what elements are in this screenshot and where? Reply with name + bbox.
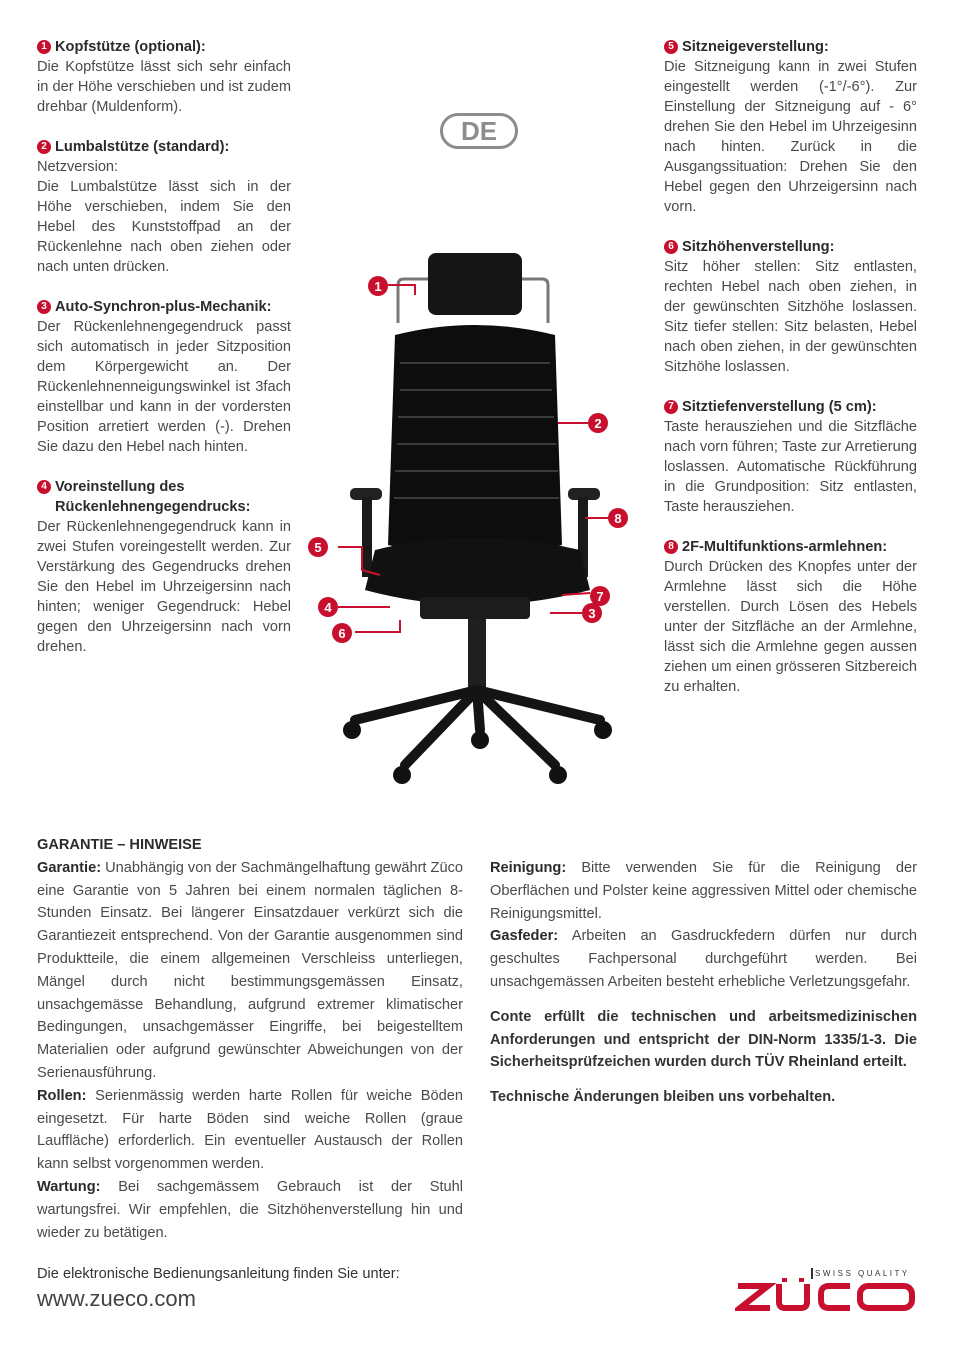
left-instructions xyxy=(37,37,291,677)
changes-statement: Technische Änderungen bleiben uns vorbehalten. xyxy=(490,1089,836,1106)
section-armrests xyxy=(664,537,917,697)
callout-2-lumbar: 2 xyxy=(588,413,608,433)
section-seat-height xyxy=(664,237,917,377)
section-text: Netzversion: xyxy=(37,159,119,175)
casters-text: Serienmässig werden harte Rollen für weiche Böden eingesetzt. Für harte Böden sind weiche Rollen (graue Lauffläche) erforderlich. Ein eventueller Austausch der Rollen kann selbst vorgenommen werden. xyxy=(37,1087,463,1173)
section-number: 6 xyxy=(664,240,678,254)
section-number: 1 xyxy=(37,40,51,54)
office-chair-illustration xyxy=(300,235,655,810)
callout-8-armrest: 8 xyxy=(608,508,628,528)
callout-4-backrest-pressure: 4 xyxy=(318,597,338,617)
section-text: Die Sitzneigung kann in zwei Stufen eingestellt werden (-1°/-6°). Zur Einstellung der Sitzneigung auf - 6° drehen Sie den Hebel im Uhrzeigesinn nach hinten. Zurück in die Ausgangssituation: Drehen Sie den Hebel gegen den Uhrzeigersinn nach vorn. xyxy=(664,59,917,215)
section-title: Voreinstellung des Rückenlehnengegendrucks: xyxy=(55,479,251,515)
section-title: Lumbalstütze (standard): xyxy=(55,139,230,155)
callout-6-seat-height: 6 xyxy=(332,623,352,643)
section-text: Sitz höher stellen: Sitz entlasten, rechten Hebel nach oben ziehen, in der gewünschten Sitzhöhe loslassen. Sitz tiefer stellen: Sitz belasten, Hebel nach oben ziehen, in der gewünschten Sitzhöhe loslassen. xyxy=(664,259,917,375)
callout-3-mechanism: 3 xyxy=(582,603,602,623)
cleaning-label: Reinigung: xyxy=(490,860,567,876)
callout-1-headrest: 1 xyxy=(368,276,388,296)
callout-5-seat-tilt: 5 xyxy=(308,537,328,557)
section-title: Sitztiefenverstellung (5 cm): xyxy=(682,399,877,415)
cleaning-text: Bitte verwenden Sie für die Reinigung der Oberflächen und Polster keine aggressiven Mittel oder chemische Reinigungsmittel. xyxy=(490,860,917,922)
section-text: Durch Drücken des Knopfes unter der Armlehne lässt sich die Höhe verstellen. Durch Lösen des Hebels unter der Sitzfläche an der Armlehne, lässt sich die Armlehne gegen aussen ziehen um einen grösseren Sitzbereich zu erhalten. xyxy=(664,559,917,695)
section-seat-tilt xyxy=(664,37,917,217)
section-number: 7 xyxy=(664,400,678,414)
section-number: 8 xyxy=(664,540,678,554)
section-title: Sitzneigeverstellung: xyxy=(682,39,829,55)
casters-label: Rollen: xyxy=(37,1087,87,1104)
website-link[interactable]: www.zueco.com xyxy=(37,1286,196,1311)
notes-block xyxy=(490,857,917,1109)
section-text: Die Kopfstütze lässt sich sehr einfach in der Höhe verschieben und ist zudem drehbar (Muldenform). xyxy=(37,59,291,115)
warranty-paragraph xyxy=(37,857,463,1085)
section-number: 3 xyxy=(37,300,51,314)
section-seat-depth xyxy=(664,397,917,517)
section-text: Die Lumbalstütze lässt sich in der Höhe verschieben, indem Sie den Hebel des Kunststoffpad an der Rückenlehne nach oben ziehen oder nach unten drücken. xyxy=(37,179,291,275)
section-text: Der Rückenlehnengegendruck kann in zwei Stufen voreingestellt werden. Zur Verstärkung des Gegendrucks drehen Sie den Hebel im Uhrzeigersinn nach hinten; weniger Gegendruck: Hebel gegen den Uhrzeigersinn nach vorn drehen. xyxy=(37,519,291,655)
cleaning-paragraph xyxy=(490,857,917,925)
maintenance-label: Wartung: xyxy=(37,1178,101,1195)
zueco-logo xyxy=(735,1266,920,1314)
warranty-block xyxy=(37,834,463,1244)
manual-note: Die elektronische Bedienungsanleitung finden Sie unter: xyxy=(37,1266,400,1282)
section-text: Der Rückenlehnengegendruck passt sich automatisch in jeder Sitzposition dem Körpergewicht an. Der Rückenlehnenneigungswinkel ist 3fach einstellbar und kann in der vordersten Position arretiert werden (-). Drehen Sie dazu den Hebel nach hinten. xyxy=(37,319,291,455)
section-title: Sitzhöhenverstellung: xyxy=(682,239,835,255)
maintenance-text: Bei sachgemässem Gebrauch ist der Stuhl wartungsfrei. Wir empfehlen, die Sitzhöhenverstellung hin und wieder zu betätigen. xyxy=(37,1178,463,1241)
gas-spring-text: Arbeiten an Gasdruckfedern dürfen nur durch geschultes Fachpersonal durchgeführt werden. Bei unsachgemässen Arbeiten besteht erhebliche Verletzungsgefahr. xyxy=(490,928,917,990)
gas-spring-label: Gasfeder: xyxy=(490,928,559,945)
maintenance-paragraph xyxy=(37,1176,463,1244)
section-lumbar xyxy=(37,137,291,277)
section-backrest-pressure xyxy=(37,477,291,657)
section-title: Auto-Synchron-plus-Mechanik: xyxy=(55,299,272,315)
language-badge: DE xyxy=(440,113,518,149)
section-title: 2F-Multifunktions-armlehnen: xyxy=(682,539,888,555)
warranty-text: Unabhängig von der Sachmängelhaftung gewährt Züco eine Garantie von 5 Jahren bei einem normalen täglichen 8-Stunden Einsatz. Bei längerer Einsatzdauer verkürzt sich die Garantiezeit entsprechend. Von der Garantie ausgenommen sind Produktteile, die einem allgemeinen Verschleiss unterliegen, Mängel durch nicht bestimmungsgemässen Einsatz, unsachgemässe Behandlung, aufgrund extremer klimatischer Bedingungen, unsachgemässer Eingriffe, bei beigestelltem Materialien oder aufgrund gewünschter Abweichungen von der Serienausführung. xyxy=(37,859,463,1081)
right-instructions xyxy=(664,37,917,717)
section-text: Taste herausziehen und die Sitzfläche nach vorn führen; Taste zur Arretierung loslassen. Automatische Rückführung in die Grundposition: Sitz entlasten, Taste herausziehen. xyxy=(664,419,917,515)
svg-text:SWISS QUALITY: SWISS QUALITY xyxy=(815,1269,910,1278)
section-headrest xyxy=(37,37,291,117)
norm-statement: Conte erfüllt die technischen und arbeitsmedizinischen Anforderungen und entspricht der DIN-Norm 1335/1-3. Die Sicherheitsprüfzeichen wurden durch TÜV Rheinland erteilt. xyxy=(490,1008,917,1071)
warranty-heading: GARANTIE – HINWEISE xyxy=(37,837,202,853)
warranty-label: Garantie: xyxy=(37,859,102,876)
section-mechanism xyxy=(37,297,291,457)
section-title: Kopfstütze (optional): xyxy=(55,39,206,55)
section-number: 5 xyxy=(664,40,678,54)
section-number: 4 xyxy=(37,480,51,494)
callout-7-seat-depth: 7 xyxy=(590,586,610,606)
section-number: 2 xyxy=(37,140,51,154)
gas-spring-paragraph xyxy=(490,925,917,993)
casters-paragraph xyxy=(37,1085,463,1176)
